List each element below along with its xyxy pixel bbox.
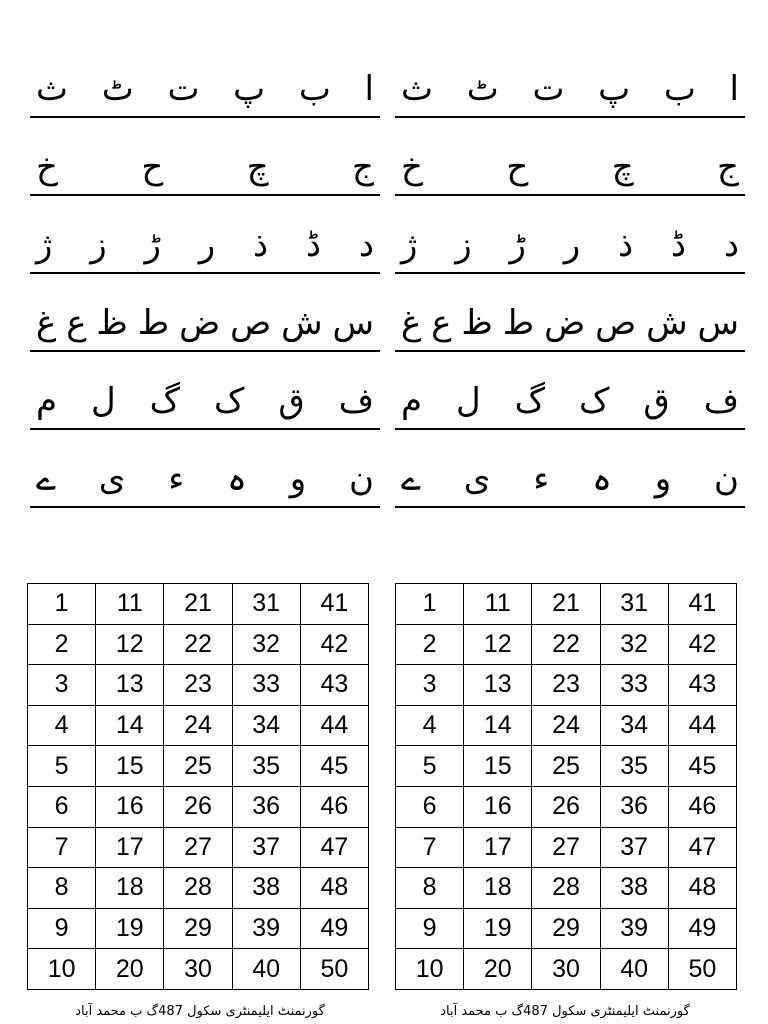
alphabet-row — [30, 352, 380, 430]
alphabet-letter: ن — [349, 459, 374, 499]
number-cell: 50 — [668, 949, 736, 990]
alphabet-row — [395, 352, 745, 430]
alphabet-letter: ط — [137, 303, 170, 343]
number-cell: 38 — [600, 868, 668, 909]
alphabet-letter: غ — [401, 303, 422, 343]
number-cell: 34 — [600, 705, 668, 746]
table-row — [28, 868, 369, 909]
alphabet-row — [30, 430, 380, 508]
table-row — [396, 665, 737, 706]
alphabet-letter: ر — [198, 225, 216, 265]
alphabet-letter: ت — [167, 69, 200, 109]
number-cell: 11 — [96, 584, 164, 625]
number-cell: 1 — [396, 584, 464, 625]
alphabet-letter: ز — [455, 225, 472, 265]
table-row — [28, 827, 369, 868]
number-cell: 1 — [28, 584, 96, 625]
number-cell: 45 — [668, 746, 736, 787]
alphabet-letter: غ — [36, 303, 57, 343]
number-cell: 47 — [300, 827, 368, 868]
number-cell: 17 — [96, 827, 164, 868]
table-row — [396, 705, 737, 746]
number-cell: 27 — [532, 827, 600, 868]
table-row — [396, 949, 737, 990]
number-cell: 39 — [600, 908, 668, 949]
table-row — [28, 786, 369, 827]
number-cell: 11 — [464, 584, 532, 625]
number-cell: 25 — [164, 746, 232, 787]
number-cell: 20 — [464, 949, 532, 990]
alphabet-letter: ح — [141, 147, 164, 187]
alphabet-letter: چ — [611, 147, 634, 187]
alphabet-letter: خ — [36, 147, 58, 187]
number-cell: 8 — [28, 868, 96, 909]
number-cell: 20 — [96, 949, 164, 990]
number-cell: 36 — [232, 786, 300, 827]
alphabet-letter: و — [654, 459, 672, 499]
alphabet-letter: ش — [281, 303, 323, 343]
alphabet-letter: ٹ — [466, 69, 499, 109]
alphabet-letter: ر — [563, 225, 581, 265]
number-cell: 22 — [164, 624, 232, 665]
table-row — [396, 786, 737, 827]
alphabet-letter: ک — [214, 381, 245, 421]
number-cell: 37 — [600, 827, 668, 868]
number-cell: 43 — [668, 665, 736, 706]
alphabet-row — [395, 118, 745, 196]
number-cell: 26 — [164, 786, 232, 827]
alphabet-letter: ہ — [592, 459, 612, 499]
number-cell: 14 — [96, 705, 164, 746]
alphabet-row — [30, 274, 380, 352]
number-cell: 18 — [96, 868, 164, 909]
number-cell: 44 — [668, 705, 736, 746]
alphabet-letter: ح — [506, 147, 529, 187]
number-cell: 31 — [232, 584, 300, 625]
alphabet-letter: ط — [502, 303, 535, 343]
urdu-alphabet-panel-left — [30, 40, 380, 508]
alphabet-letter: ک — [579, 381, 610, 421]
table-row — [396, 746, 737, 787]
alphabet-letter: ز — [90, 225, 107, 265]
alphabet-letter: ے — [36, 459, 56, 499]
number-cell: 18 — [464, 868, 532, 909]
number-cell: 31 — [600, 584, 668, 625]
number-cell: 38 — [232, 868, 300, 909]
table-row — [28, 949, 369, 990]
number-cell: 28 — [532, 868, 600, 909]
alphabet-letter: ا — [364, 69, 374, 109]
alphabet-row — [30, 40, 380, 118]
table-row — [396, 624, 737, 665]
table-row — [28, 665, 369, 706]
alphabet-letter: ژ — [36, 225, 53, 265]
alphabet-letter: ب — [663, 69, 696, 109]
alphabet-letter: ع — [66, 303, 87, 343]
number-cell: 16 — [464, 786, 532, 827]
number-cell: 10 — [396, 949, 464, 990]
alphabet-letter: ض — [179, 303, 221, 343]
number-cell: 47 — [668, 827, 736, 868]
number-cell: 9 — [28, 908, 96, 949]
number-cell: 48 — [300, 868, 368, 909]
number-cell: 48 — [668, 868, 736, 909]
number-cell: 34 — [232, 705, 300, 746]
number-cell: 26 — [532, 786, 600, 827]
number-cell: 23 — [164, 665, 232, 706]
alphabet-letter: ض — [544, 303, 586, 343]
table-row — [396, 908, 737, 949]
urdu-alphabet-panel-right — [395, 40, 745, 508]
table-row — [28, 624, 369, 665]
alphabet-letter: ٹ — [101, 69, 134, 109]
alphabet-letter: ل — [91, 381, 116, 421]
table-row — [28, 908, 369, 949]
alphabet-letter: ا — [729, 69, 739, 109]
number-cell: 46 — [668, 786, 736, 827]
number-cell: 15 — [464, 746, 532, 787]
alphabet-letter: ظ — [461, 303, 493, 343]
number-cell: 21 — [532, 584, 600, 625]
number-cell: 41 — [668, 584, 736, 625]
alphabet-letter: ف — [338, 381, 374, 421]
alphabet-letter: پ — [233, 69, 266, 109]
number-cell: 8 — [396, 868, 464, 909]
table-row — [28, 705, 369, 746]
alphabet-letter: ے — [401, 459, 421, 499]
table-row — [396, 868, 737, 909]
alphabet-letter: ب — [298, 69, 331, 109]
alphabet-letter: خ — [401, 147, 423, 187]
alphabet-letter: ع — [431, 303, 452, 343]
number-cell: 6 — [396, 786, 464, 827]
number-cell: 29 — [164, 908, 232, 949]
alphabet-letter: ث — [36, 69, 69, 109]
number-cell: 49 — [668, 908, 736, 949]
number-cell: 13 — [464, 665, 532, 706]
alphabet-letter: د — [723, 225, 739, 265]
number-cell: 2 — [28, 624, 96, 665]
number-cell: 3 — [28, 665, 96, 706]
alphabet-letter: م — [36, 381, 58, 421]
number-cell: 4 — [28, 705, 96, 746]
number-cell: 29 — [532, 908, 600, 949]
number-cell: 37 — [232, 827, 300, 868]
alphabet-row — [395, 430, 745, 508]
number-cell: 33 — [232, 665, 300, 706]
alphabet-letter: ء — [533, 459, 550, 499]
number-cell: 24 — [164, 705, 232, 746]
number-cell: 2 — [396, 624, 464, 665]
alphabet-row — [395, 40, 745, 118]
number-cell: 3 — [396, 665, 464, 706]
number-cell: 12 — [96, 624, 164, 665]
alphabet-letter: ڈ — [670, 225, 687, 265]
number-cell: 43 — [300, 665, 368, 706]
alphabet-letter: ش — [646, 303, 688, 343]
alphabet-letter: ڈ — [305, 225, 322, 265]
number-cell: 46 — [300, 786, 368, 827]
number-cell: 14 — [464, 705, 532, 746]
number-cell: 22 — [532, 624, 600, 665]
number-cell: 44 — [300, 705, 368, 746]
number-cell: 32 — [600, 624, 668, 665]
alphabet-letter: پ — [598, 69, 631, 109]
school-footer-left: گورنمنٹ ایلیمنٹری سکول 487گ ب محمد آباد — [75, 1004, 325, 1019]
alphabet-letter: س — [697, 303, 739, 343]
number-cell: 9 — [396, 908, 464, 949]
number-cell: 17 — [464, 827, 532, 868]
number-cell: 21 — [164, 584, 232, 625]
school-footer-right: گورنمنٹ ایلیمنٹری سکول 487گ ب محمد آباد — [440, 1004, 690, 1019]
number-cell: 45 — [300, 746, 368, 787]
table-row — [396, 584, 737, 625]
number-table-left — [27, 583, 369, 990]
alphabet-letter: ق — [278, 381, 305, 421]
alphabet-letter: گ — [514, 381, 546, 421]
alphabet-letter: ژ — [401, 225, 418, 265]
alphabet-letter: ی — [463, 459, 491, 499]
number-cell: 40 — [232, 949, 300, 990]
number-cell: 10 — [28, 949, 96, 990]
alphabet-letter: چ — [246, 147, 269, 187]
number-cell: 28 — [164, 868, 232, 909]
number-cell: 35 — [232, 746, 300, 787]
number-cell: 27 — [164, 827, 232, 868]
number-cell: 6 — [28, 786, 96, 827]
number-cell: 5 — [28, 746, 96, 787]
number-cell: 36 — [600, 786, 668, 827]
alphabet-letter: ت — [532, 69, 565, 109]
alphabet-letter: ق — [643, 381, 670, 421]
alphabet-letter: م — [401, 381, 423, 421]
table-row — [396, 827, 737, 868]
alphabet-letter: ڑ — [144, 225, 161, 265]
number-cell: 33 — [600, 665, 668, 706]
alphabet-letter: د — [358, 225, 374, 265]
number-cell: 4 — [396, 705, 464, 746]
alphabet-letter: ڑ — [509, 225, 526, 265]
alphabet-letter: ص — [595, 303, 637, 343]
number-cell: 42 — [668, 624, 736, 665]
number-cell: 19 — [96, 908, 164, 949]
number-cell: 42 — [300, 624, 368, 665]
number-cell: 32 — [232, 624, 300, 665]
number-cell: 15 — [96, 746, 164, 787]
number-cell: 35 — [600, 746, 668, 787]
number-cell: 49 — [300, 908, 368, 949]
alphabet-letter: ظ — [96, 303, 128, 343]
alphabet-row — [30, 196, 380, 274]
number-cell: 50 — [300, 949, 368, 990]
number-cell: 7 — [28, 827, 96, 868]
table-row — [28, 584, 369, 625]
number-cell: 40 — [600, 949, 668, 990]
alphabet-letter: ل — [456, 381, 481, 421]
number-cell: 13 — [96, 665, 164, 706]
table-row — [28, 746, 369, 787]
alphabet-row — [30, 118, 380, 196]
alphabet-letter: ذ — [252, 225, 269, 265]
number-cell: 16 — [96, 786, 164, 827]
alphabet-letter: ی — [98, 459, 126, 499]
number-cell: 41 — [300, 584, 368, 625]
alphabet-letter: ص — [230, 303, 272, 343]
alphabet-letter: ج — [352, 147, 374, 187]
number-cell: 24 — [532, 705, 600, 746]
alphabet-letter: ذ — [617, 225, 634, 265]
number-cell: 39 — [232, 908, 300, 949]
alphabet-letter: گ — [149, 381, 181, 421]
number-table-right — [395, 583, 737, 990]
number-cell: 25 — [532, 746, 600, 787]
alphabet-letter: ہ — [227, 459, 247, 499]
alphabet-letter: ف — [703, 381, 739, 421]
alphabet-letter: ء — [168, 459, 185, 499]
alphabet-row — [395, 274, 745, 352]
number-cell: 30 — [532, 949, 600, 990]
number-cell: 30 — [164, 949, 232, 990]
number-cell: 19 — [464, 908, 532, 949]
alphabet-letter: ث — [401, 69, 434, 109]
number-cell: 12 — [464, 624, 532, 665]
alphabet-row — [395, 196, 745, 274]
alphabet-letter: ن — [714, 459, 739, 499]
alphabet-letter: و — [289, 459, 307, 499]
number-cell: 5 — [396, 746, 464, 787]
alphabet-letter: ج — [717, 147, 739, 187]
number-cell: 7 — [396, 827, 464, 868]
number-cell: 23 — [532, 665, 600, 706]
alphabet-letter: س — [332, 303, 374, 343]
